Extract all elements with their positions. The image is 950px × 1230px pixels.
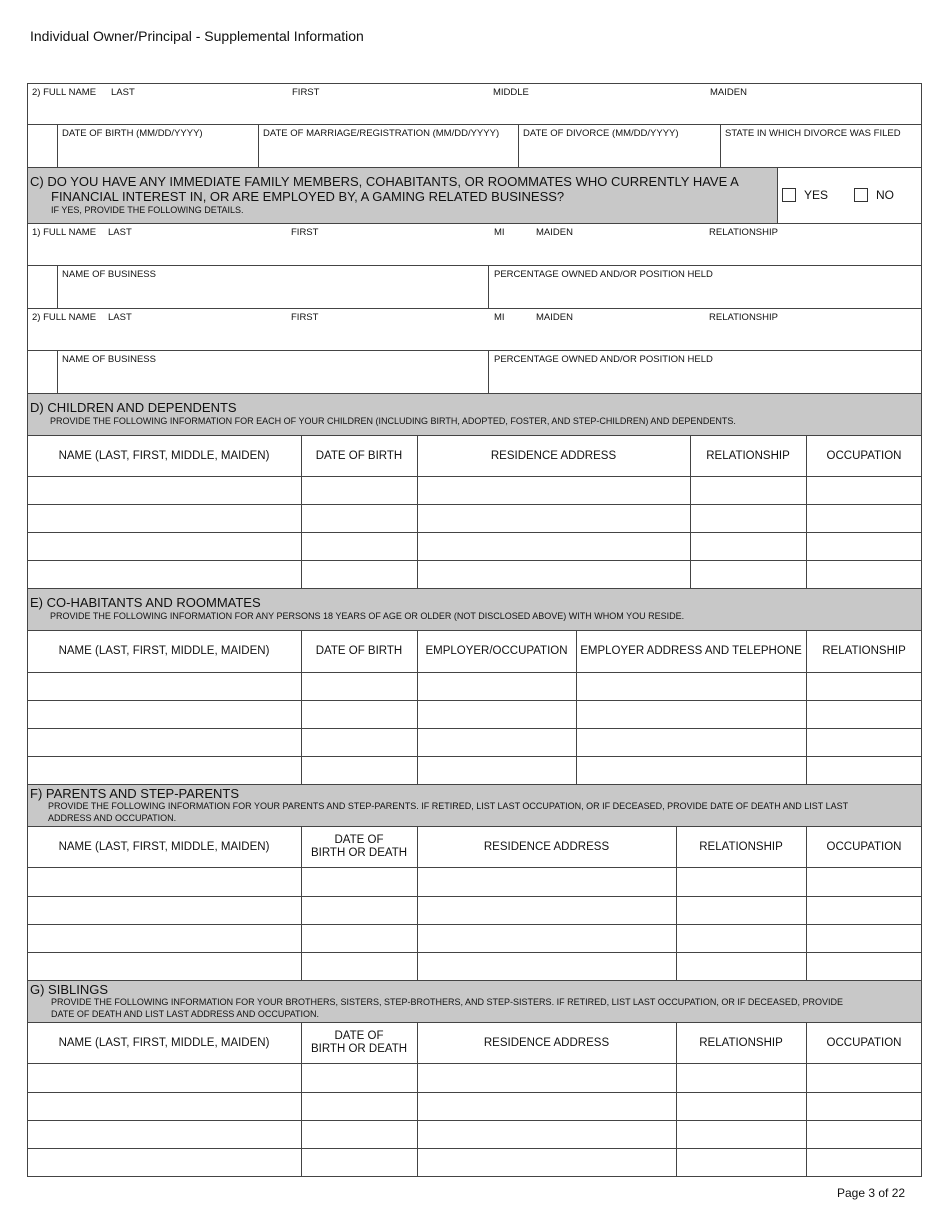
p1-business-label: NAME OF BUSINESS xyxy=(62,269,156,280)
section-c-subtitle: IF YES, PROVIDE THE FOLLOWING DETAILS. xyxy=(51,205,244,215)
f-col-dob xyxy=(301,827,417,867)
section-f-header xyxy=(28,785,921,826)
section-g-title: G) SIBLINGS xyxy=(30,982,109,997)
dob-label: DATE OF BIRTH (MM/DD/YYYY) xyxy=(62,128,203,139)
section-d-rows[interactable] xyxy=(27,477,922,588)
divorce-state-label: STATE IN WHICH DIVORCE WAS FILED xyxy=(725,128,901,139)
d-col-occupation: OCCUPATION xyxy=(826,449,902,462)
p1-relationship-label: RELATIONSHIP xyxy=(709,227,778,238)
p2-relationship-label: RELATIONSHIP xyxy=(709,312,778,323)
p1-first-label: FIRST xyxy=(291,227,319,238)
marriage-date-label: DATE OF MARRIAGE/REGISTRATION (MM/DD/YYYY) xyxy=(263,128,500,139)
section-e-subtitle: PROVIDE THE FOLLOWING INFORMATION FOR ANY PERSONS 18 YEARS OF AGE OR OLDER (NOT DISCLOSED ABOVE) WITH WHOM YOU RESIDE. xyxy=(50,611,685,621)
section-g-subtitle: PROVIDE THE FOLLOWING INFORMATION FOR YOUR BROTHERS, SISTERS, STEP-BROTHERS, AND STEP-SISTERS. IF RETIRED, LIST LAST OCCUPATION, OR IF DECEASED, PROVIDE xyxy=(51,997,843,1007)
page-title: Individual Owner/Principal - Supplemental Information xyxy=(30,28,364,44)
e-col-relationship: RELATIONSHIP xyxy=(822,645,906,657)
g-col-name: NAME (LAST, FIRST, MIDDLE, MAIDEN) xyxy=(58,1036,270,1049)
p2-mi-label: MI xyxy=(494,312,505,323)
d-col-name: NAME (LAST, FIRST, MIDDLE, MAIDEN) xyxy=(58,449,270,462)
d-col-relationship: RELATIONSHIP xyxy=(706,449,790,462)
last-label: LAST xyxy=(111,87,135,98)
first-label: FIRST xyxy=(292,87,320,98)
g-col-dob xyxy=(301,1023,417,1063)
e-col-dob: DATE OF BIRTH xyxy=(315,645,403,657)
section-f-subtitle-2: ADDRESS AND OCCUPATION. xyxy=(48,813,177,823)
section-f-rows[interactable] xyxy=(27,868,922,980)
p2-last-label: LAST xyxy=(108,312,132,323)
p2-business-label: NAME OF BUSINESS xyxy=(62,354,156,365)
f-col-dob-line2: BIRTH OR DEATH xyxy=(310,847,408,859)
p2-maiden-label: MAIDEN xyxy=(536,312,573,323)
section-f-subtitle: PROVIDE THE FOLLOWING INFORMATION FOR YOUR PARENTS AND STEP-PARENTS. IF RETIRED, LIST LAST OCCUPATION, OR IF DECEASED, PROVIDE DATE OF DEATH AND LIST LAST xyxy=(48,801,849,811)
page-number: Page 3 of 22 xyxy=(837,1186,906,1200)
section-f-title: F) PARENTS AND STEP-PARENTS xyxy=(30,786,239,801)
section-c-title-2: FINANCIAL INTEREST IN, OR ARE EMPLOYED BY, A GAMING RELATED BUSINESS? xyxy=(51,189,565,204)
section-e-header xyxy=(28,589,921,630)
section-f-table-header xyxy=(27,827,922,867)
divorce-date-label: DATE OF DIVORCE (MM/DD/YYYY) xyxy=(523,128,679,139)
p2-percentage-label: PERCENTAGE OWNED AND/OR POSITION HELD xyxy=(494,354,713,365)
no-label: NO xyxy=(876,188,894,202)
e-col-employer: EMPLOYER/OCCUPATION xyxy=(425,645,568,657)
section-c-header xyxy=(28,168,777,223)
section-g-header xyxy=(28,981,921,1022)
f-col-dob-line1: DATE OF xyxy=(334,834,384,846)
spouse-name-input[interactable] xyxy=(277,87,477,115)
section-g-table-header xyxy=(27,1023,922,1063)
p1-percentage-label: PERCENTAGE OWNED AND/OR POSITION HELD xyxy=(494,269,713,280)
g-col-address: RESIDENCE ADDRESS xyxy=(483,1036,610,1049)
p2-first-label: FIRST xyxy=(291,312,319,323)
d-col-address: RESIDENCE ADDRESS xyxy=(490,449,617,462)
d-col-dob: DATE OF BIRTH xyxy=(315,449,403,462)
spouse-block xyxy=(27,83,922,168)
section-d-title: D) CHILDREN AND DEPENDENTS xyxy=(30,400,237,415)
section-c-title: C) DO YOU HAVE ANY IMMEDIATE FAMILY MEMBERS, COHABITANTS, OR ROOMMATES WHO CURRENTLY HAVE A xyxy=(30,174,739,189)
section-d-subtitle: PROVIDE THE FOLLOWING INFORMATION FOR EACH OF YOUR CHILDREN (INCLUDING BIRTH, ADOPTED, FOSTER, AND STEP-CHILDREN) AND DEPENDENTS. xyxy=(50,416,736,426)
f-col-address: RESIDENCE ADDRESS xyxy=(483,840,610,853)
no-checkbox[interactable] xyxy=(854,188,868,202)
maiden-label: MAIDEN xyxy=(710,87,747,98)
g-col-relationship: RELATIONSHIP xyxy=(699,1036,783,1049)
e-col-name: NAME (LAST, FIRST, MIDDLE, MAIDEN) xyxy=(58,645,270,657)
g-col-dob-line1: DATE OF xyxy=(334,1030,384,1042)
f-col-name: NAME (LAST, FIRST, MIDDLE, MAIDEN) xyxy=(58,840,270,853)
full-name-label: 2) FULL NAME xyxy=(32,87,97,98)
p1-maiden-label: MAIDEN xyxy=(536,227,573,238)
middle-label: MIDDLE xyxy=(493,87,529,98)
e-col-employer-address: EMPLOYER ADDRESS AND TELEPHONE xyxy=(580,645,802,657)
section-g-subtitle-2: DATE OF DEATH AND LIST LAST ADDRESS AND OCCUPATION. xyxy=(51,1009,320,1019)
p1-mi-label: MI xyxy=(494,227,505,238)
p1-last-label: LAST xyxy=(108,227,132,238)
section-e-table-header xyxy=(27,631,922,672)
section-e-rows[interactable] xyxy=(27,673,922,784)
yes-checkbox[interactable] xyxy=(782,188,796,202)
section-d-header xyxy=(28,394,921,435)
f-col-occupation: OCCUPATION xyxy=(826,840,902,853)
section-e-title: E) CO-HABITANTS AND ROOMMATES xyxy=(30,595,261,610)
p1-full-name-label: 1) FULL NAME xyxy=(32,227,97,238)
section-g-rows[interactable] xyxy=(27,1064,922,1176)
g-col-dob-line2: BIRTH OR DEATH xyxy=(310,1043,408,1055)
section-d-table-header xyxy=(27,436,922,476)
yes-label: YES xyxy=(804,188,829,202)
g-col-occupation: OCCUPATION xyxy=(826,1036,902,1049)
p2-full-name-label: 2) FULL NAME xyxy=(32,312,97,323)
f-col-relationship: RELATIONSHIP xyxy=(699,840,783,853)
